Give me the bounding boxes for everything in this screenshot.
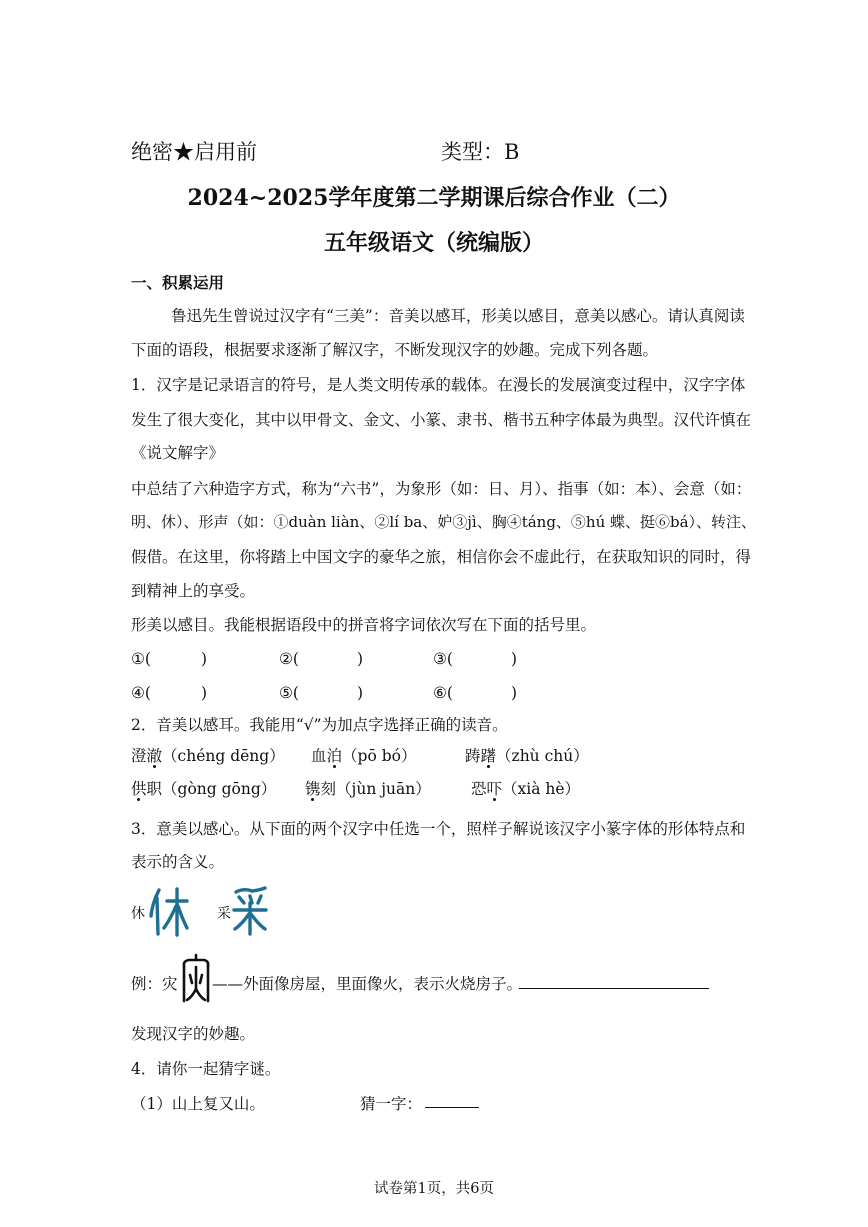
type-label: 类型：B <box>441 140 520 164</box>
section-heading: 一、积累运用 <box>131 273 225 292</box>
q3-text: 表示的含义。 <box>131 853 225 871</box>
answer-blank[interactable]: ①( ) <box>131 650 208 668</box>
answer-blank[interactable]: ③( ) <box>433 650 518 668</box>
page-title: 2024~2025学年度第二学期课后综合作业（二） <box>187 185 681 211</box>
q1-text: 《说文解字》 <box>131 444 225 462</box>
q1-text: 发生了很大变化，其中以甲骨文、金文、小篆、隶书、楷书五种字体最为典型。汉代许慎在 <box>131 411 752 429</box>
answer-blank[interactable]: ②( ) <box>279 650 364 668</box>
riddle-item: （1）山上复又山。 <box>131 1095 265 1113</box>
q1-instruction: 形美以感目。我能根据语段中的拼音将字词依次写在下面的括号里。 <box>131 616 597 634</box>
q2-instruction: 2．音美以感耳。我能用“√”为加点字选择正确的读音。 <box>131 716 508 734</box>
q4-answer-line[interactable] <box>425 1107 479 1108</box>
q3-closing: 发现汉字的妙趣。 <box>131 1025 256 1043</box>
q1-text: 假借。在这里，你将踏上中国文字的豪华之旅，相信你会不虚此行，在获取知识的同时，得 <box>131 548 752 566</box>
example-text: ——外面像房屋，里面像火，表示火烧房子。 <box>212 975 523 993</box>
seal-script-xiu-icon <box>147 886 189 938</box>
example-prefix: 例：灾 <box>131 975 178 993</box>
intro-text: 鲁迅先生曾说过汉字有“三美”：音美以感耳，形美以感目，意美以感心。请认真阅读 <box>171 307 745 325</box>
pinyin-item[interactable]: 血泊（pō bó） <box>311 747 417 765</box>
q3-answer-line[interactable] <box>519 988 709 989</box>
pinyin-item[interactable]: 供职（gòng gōng） <box>131 780 277 798</box>
char-label-cai: 采 <box>217 906 231 922</box>
q1-text: 明、休）、形声（如：①duàn liàn、②lí ba、妒③jì、胸④táng、⑤hú 蝶、挺⑥bá）、转注、 <box>131 513 757 531</box>
pinyin-item[interactable]: 镌刻（jùn juān） <box>305 780 431 798</box>
answer-blank[interactable]: ⑤( ) <box>279 684 364 702</box>
intro-text: 下面的语段，根据要求逐渐了解汉字，不断发现汉字的妙趣。完成下列各题。 <box>131 341 659 359</box>
pinyin-item[interactable]: 澄澈（chéng dēng） <box>131 747 285 765</box>
answer-blank[interactable]: ④( ) <box>131 684 208 702</box>
page-footer: 试卷第1页，共6页 <box>374 1181 494 1197</box>
seal-script-zai-icon <box>180 953 212 1005</box>
pinyin-item[interactable]: 踌躇（zhù chú） <box>465 747 589 765</box>
answer-blank[interactable]: ⑥( ) <box>433 684 518 702</box>
q3-text: 3．意美以感心。从下面的两个汉字中任选一个，照样子解说该汉字小篆字体的形体特点和 <box>131 820 746 838</box>
page-subtitle: 五年级语文（统编版） <box>323 230 544 256</box>
char-label-xiu: 休 <box>131 906 145 922</box>
q1-text: 中总结了六种造字方式，称为“六书”，为象形（如：日、月）、指事（如：本）、会意（如： <box>131 480 752 498</box>
q4-instruction: 4．请你一起猜字谜。 <box>131 1060 281 1078</box>
seal-script-cai-icon <box>230 886 270 936</box>
secret-label: 绝密★启用前 <box>131 140 257 164</box>
q1-text: 1．汉字是记录语言的符号，是人类文明传承的载体。在漫长的发展演变过程中，汉字字体 <box>131 376 746 394</box>
q1-text: 到精神上的享受。 <box>131 582 256 600</box>
pinyin-item[interactable]: 恐吓（xià hè） <box>471 780 581 798</box>
guess-label: 猜一字： <box>360 1095 423 1113</box>
